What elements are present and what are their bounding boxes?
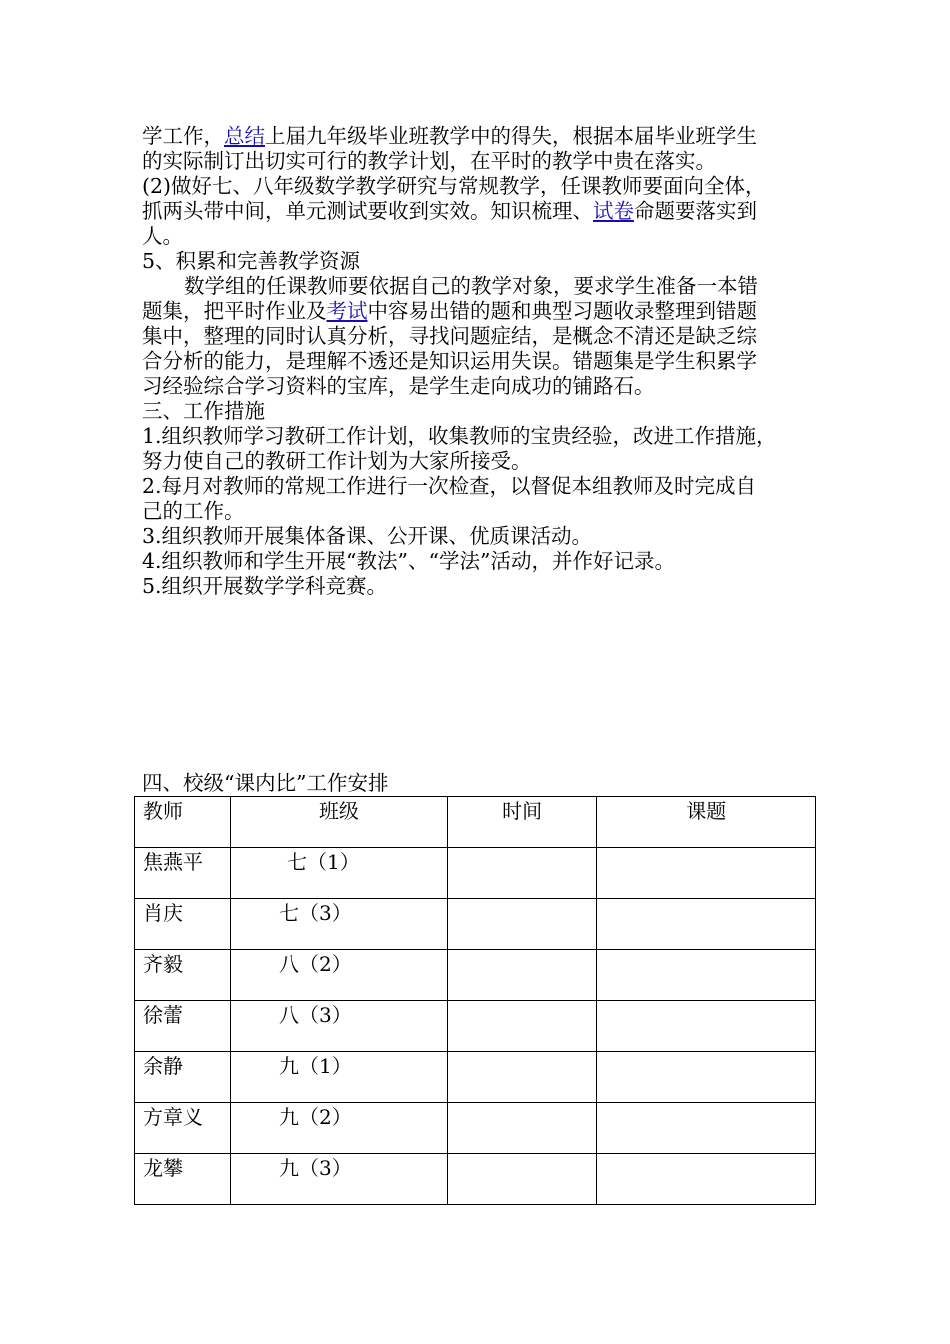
- teacher-cell: 方章义: [135, 1103, 231, 1154]
- text-segment: 题集，把平时作业及: [142, 299, 327, 323]
- measure-1-line-1: 1.组织教师学习教研工作计划，收集教师的宝贵经验，改进工作措施，: [142, 424, 777, 448]
- text-segment: 命题要落实到: [634, 199, 757, 223]
- intro-paragraph: [142, 124, 822, 249]
- time-cell: [447, 950, 597, 1001]
- text-segment: 抓两头带中间，单元测试要收到实效。知识梳理、: [142, 199, 593, 223]
- resources-line-4: 合分析的能力，是理解不透还是知识运用失误。错题集是学生积累学: [142, 349, 757, 373]
- class-cell: 八（2）: [230, 950, 447, 1001]
- measure-2-line-2: 己的工作。: [142, 499, 245, 523]
- table-row: [135, 950, 816, 1001]
- text-segment: 中容易出错的题和典型习题收录整理到错题: [367, 299, 757, 323]
- intro-line-5: 人。: [142, 224, 183, 248]
- topic-cell: [597, 1154, 816, 1205]
- header-time: 时间: [447, 797, 597, 848]
- teacher-cell: 齐毅: [135, 950, 231, 1001]
- header-teacher: 教师: [135, 797, 231, 848]
- teacher-cell: 徐蕾: [135, 1001, 231, 1052]
- topic-cell: [597, 899, 816, 950]
- class-cell: 九（3）: [230, 1154, 447, 1205]
- measure-3: 3.组织教师开展集体备课、公开课、优质课活动。: [142, 524, 593, 548]
- topic-cell: [597, 1001, 816, 1052]
- measure-5: 5.组织开展数学学科竞赛。: [142, 574, 388, 598]
- teacher-cell: 焦燕平: [135, 848, 231, 899]
- class-cell: 八（3）: [230, 1001, 447, 1052]
- table-row: [135, 1103, 816, 1154]
- time-cell: [447, 1154, 597, 1205]
- class-cell: 七（1）: [230, 848, 447, 899]
- resources-line-1: 数学组的任课教师要依据自己的教学对象，要求学生准备一本错: [184, 274, 758, 298]
- teacher-cell: 余静: [135, 1052, 231, 1103]
- measures-heading: 三、工作措施: [142, 399, 265, 423]
- schedule-title: 四、校级“课内比”工作安排: [142, 771, 389, 795]
- resources-section: [142, 249, 822, 399]
- summary-link[interactable]: 总结: [224, 124, 265, 148]
- intro-line-2: 的实际制订出切实可行的教学计划，在平时的教学中贵在落实。: [142, 149, 716, 173]
- resources-line-3: 集中，整理的同时认真分析，寻找问题症结，是概念不清还是缺乏综: [142, 324, 757, 348]
- intro-line-1: [142, 124, 822, 149]
- header-class: 班级: [230, 797, 447, 848]
- time-cell: [447, 1103, 597, 1154]
- table-header-row: [135, 797, 816, 848]
- class-cell: 七（3）: [230, 899, 447, 950]
- text-segment: 学工作，: [142, 124, 224, 148]
- measure-1-line-2: 努力使自己的教研工作计划为大家所接受。: [142, 449, 532, 473]
- schedule-table: [134, 796, 816, 1205]
- text-segment: 上届九年级毕业班教学中的得失，根据本届毕业班学生: [265, 124, 757, 148]
- table-row: [135, 848, 816, 899]
- intro-line-4: [142, 199, 822, 224]
- table-row: [135, 1001, 816, 1052]
- class-cell: 九（2）: [230, 1103, 447, 1154]
- resources-line-5: 习经验综合学习资料的宝库，是学生走向成功的铺路石。: [142, 374, 655, 398]
- resources-heading: 5、积累和完善教学资源: [142, 249, 361, 273]
- topic-cell: [597, 950, 816, 1001]
- table-row: [135, 899, 816, 950]
- exam-link[interactable]: 考试: [326, 299, 368, 323]
- measures-section: [142, 399, 822, 599]
- measure-2-line-1: 2.每月对教师的常规工作进行一次检查，以督促本组教师及时完成自: [142, 474, 757, 498]
- topic-cell: [597, 1103, 816, 1154]
- time-cell: [447, 1052, 597, 1103]
- teacher-cell: 肖庆: [135, 899, 231, 950]
- intro-line-3: (2)做好七、八年级数学教学研究与常规教学，任课教师要面向全体，: [142, 174, 766, 198]
- exam-paper-link[interactable]: 试卷: [593, 199, 634, 223]
- teacher-cell: 龙攀: [135, 1154, 231, 1205]
- time-cell: [447, 899, 597, 950]
- table-row: [135, 1154, 816, 1205]
- resources-line-2: [142, 299, 822, 324]
- header-topic: 课题: [597, 797, 816, 848]
- topic-cell: [597, 848, 816, 899]
- topic-cell: [597, 1052, 816, 1103]
- time-cell: [447, 1001, 597, 1052]
- table-row: [135, 1052, 816, 1103]
- class-cell: 九（1）: [230, 1052, 447, 1103]
- time-cell: [447, 848, 597, 899]
- measure-4: 4.组织教师和学生开展“教法”、“学法”活动，并作好记录。: [142, 549, 675, 573]
